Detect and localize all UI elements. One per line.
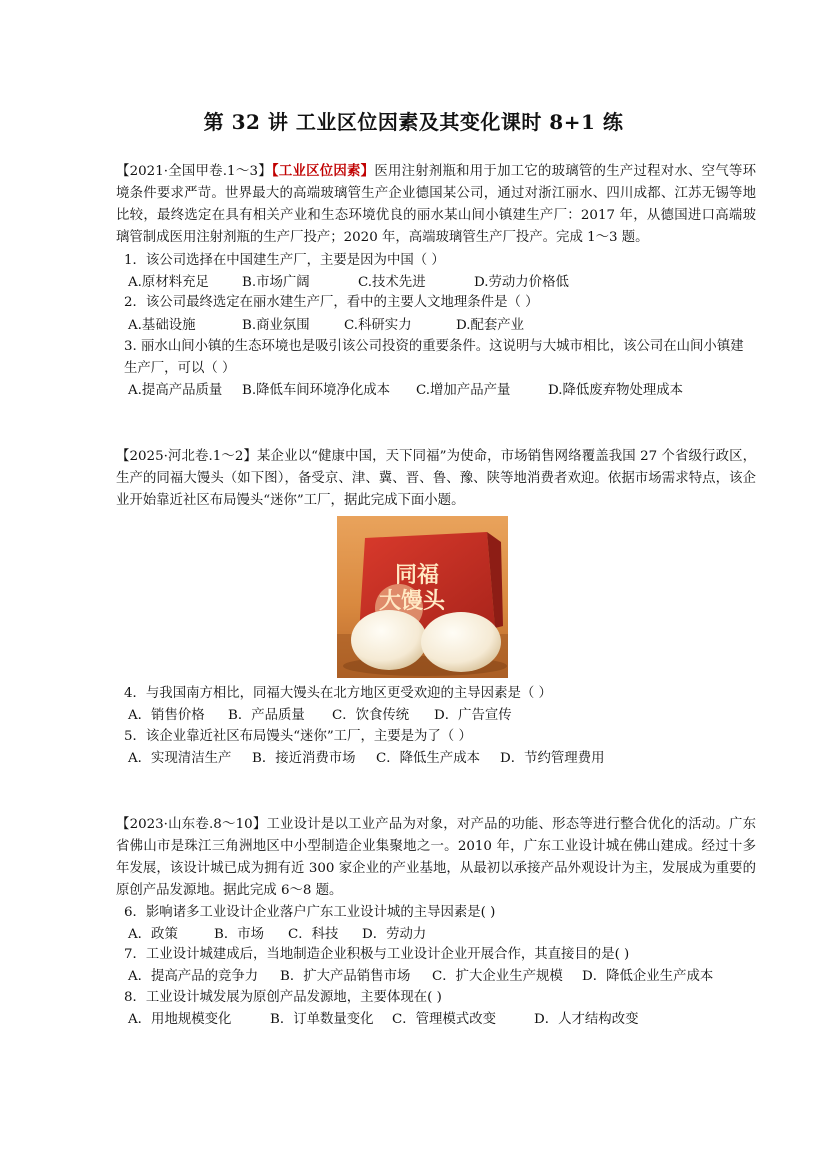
q2-option-d: D.配套产业	[456, 318, 525, 333]
q8-option-c: C．管理模式改变	[392, 1012, 496, 1027]
q1-option-c: C.技术先进	[358, 275, 426, 290]
q8-option-b: B．订单数量变化	[270, 1012, 374, 1027]
question-3: 3. 丽水山间小镇的生态环境也是吸引该公司投资的重要条件。这说明与大城市相比，该公司在山间小镇建生产厂，可以（ ）	[124, 339, 744, 376]
section3-text: 工业设计是以工业产品为对象，对产品的功能、形态等进行整合优化的活动。广东省佛山市是珠江三角洲地区中小型制造企业集聚地之一。2010 年，广东工业设计城在佛山建成。经过十多年发展，该设计城已成为拥有近 300 家企业的产业基地，从最初以承接产品外观设计为主，发展成为重要的原创产品发源地。据此完成 6～8 题。	[116, 817, 757, 898]
q7-option-d: D．降低企业生产成本	[582, 969, 714, 984]
question-4-options	[128, 705, 512, 727]
q8-option-a: A．用地规模变化	[128, 1012, 232, 1027]
question-2: 2．该公司最终选定在丽水建生产厂，看中的主要人文地理条件是（ ）	[124, 295, 539, 310]
q4-option-b: B．产品质量	[228, 708, 305, 723]
q4-option-a: A．销售价格	[128, 708, 205, 723]
question-4: 4．与我国南方相比，同福大馒头在北方地区更受欢迎的主导因素是（ ）	[124, 686, 552, 701]
section2-intro	[116, 446, 756, 512]
q6-option-b: B．市场	[214, 927, 265, 942]
box-brand-line2: 大馒头	[379, 589, 446, 614]
q2-option-a: A.基础设施	[128, 318, 196, 333]
q2-option-c: C.科研实力	[344, 318, 412, 333]
page-title: 第 32 讲 工业区位因素及其变化课时 8+1 练	[203, 110, 624, 134]
question-6: 6．影响诸多工业设计企业落户广东工业设计城的主导因素是( )	[124, 905, 496, 920]
question-1-options	[128, 272, 569, 294]
q5-option-c: C．降低生产成本	[376, 751, 480, 766]
q6-option-c: C．科技	[288, 927, 339, 942]
q4-option-c: C．饮食传统	[332, 708, 410, 723]
q5-option-a: A．实现清洁生产	[128, 751, 232, 766]
q6-option-d: D．劳动力	[362, 927, 427, 942]
question-8: 8．工业设计城发展为原创产品发源地，主要体现在( )	[124, 990, 442, 1005]
box-brand-line1: 同福	[395, 563, 440, 588]
section1-topic-tag: 【工业区位因素】	[271, 163, 375, 179]
question-3-options	[128, 380, 683, 402]
q8-option-d: D．人才结构改变	[534, 1012, 639, 1027]
q3-option-b: B.降低车间环境净化成本	[242, 383, 391, 398]
section1-source: 【2021·全国甲卷.1～3】	[116, 164, 272, 179]
q4-option-d: D．广告宣传	[434, 708, 512, 723]
section1-intro	[116, 160, 756, 249]
q5-option-d: D．节约管理费用	[500, 751, 605, 766]
q1-option-a: A.原材料充足	[128, 275, 209, 290]
question-2-options	[128, 315, 524, 337]
q3-option-a: A.提高产品质量	[128, 383, 223, 398]
q6-option-a: A．政策	[128, 927, 178, 942]
q1-option-b: B.市场广阔	[242, 275, 310, 290]
q7-option-c: C．扩大企业生产规模	[432, 969, 563, 984]
question-1: 1．该公司选择在中国建生产厂，主要是因为中国（ ）	[124, 253, 445, 268]
q2-option-b: B.商业氛围	[242, 318, 310, 333]
q3-option-c: C.增加产品产量	[416, 383, 511, 398]
question-8-options	[128, 1009, 638, 1031]
q5-option-b: B．接近消费市场	[252, 751, 356, 766]
question-5-options	[128, 748, 604, 770]
question-7-options	[128, 966, 713, 988]
section2-source: 【2025·河北卷.1～2】	[116, 449, 258, 464]
section2-text: 某企业以“健康中国，天下同福”为使命，市场销售网络覆盖我国 27 个省级行政区，生产的同福大馒头（如下图），备受京、津、冀、晋、鲁、豫、陕等地消费者欢迎。依据市场需求特点，该企业开始靠近社区布局馒头“迷你”工厂，据此完成下面小题。	[116, 449, 756, 508]
question-7: 7．工业设计城建成后，当地制造企业积极与工业设计企业开展合作，其直接目的是( )	[124, 947, 630, 962]
q7-option-a: A．提高产品的竞争力	[128, 969, 259, 984]
question-6-options	[128, 924, 426, 946]
q7-option-b: B．扩大产品销售市场	[280, 969, 411, 984]
steamed-bun-photo	[337, 516, 508, 678]
section1-text: 医用注射剂瓶和用于加工它的玻璃管的生产过程对水、空气等环境条件要求严苛。世界最大的高端玻璃管生产企业德国某公司，通过对浙江丽水、四川成都、江苏无锡等地比较，最终选定在具有相关产业和生态环境优良的丽水某山间小镇建生产厂：2017 年，从德国进口高端玻璃管制成医用注射剂瓶的生产厂投产；2020 年，高端玻璃管生产厂投产。完成 1～3 题。	[116, 164, 756, 245]
q3-option-d: D.降低废弃物处理成本	[548, 383, 684, 398]
section3-source: 【2023·山东卷.8～10】	[116, 817, 267, 832]
section3-intro	[116, 814, 756, 902]
q1-option-d: D.劳动力价格低	[474, 275, 569, 290]
question-5: 5．该企业靠近社区布局馒头“迷你”工厂，主要是为了（ ）	[124, 729, 472, 744]
